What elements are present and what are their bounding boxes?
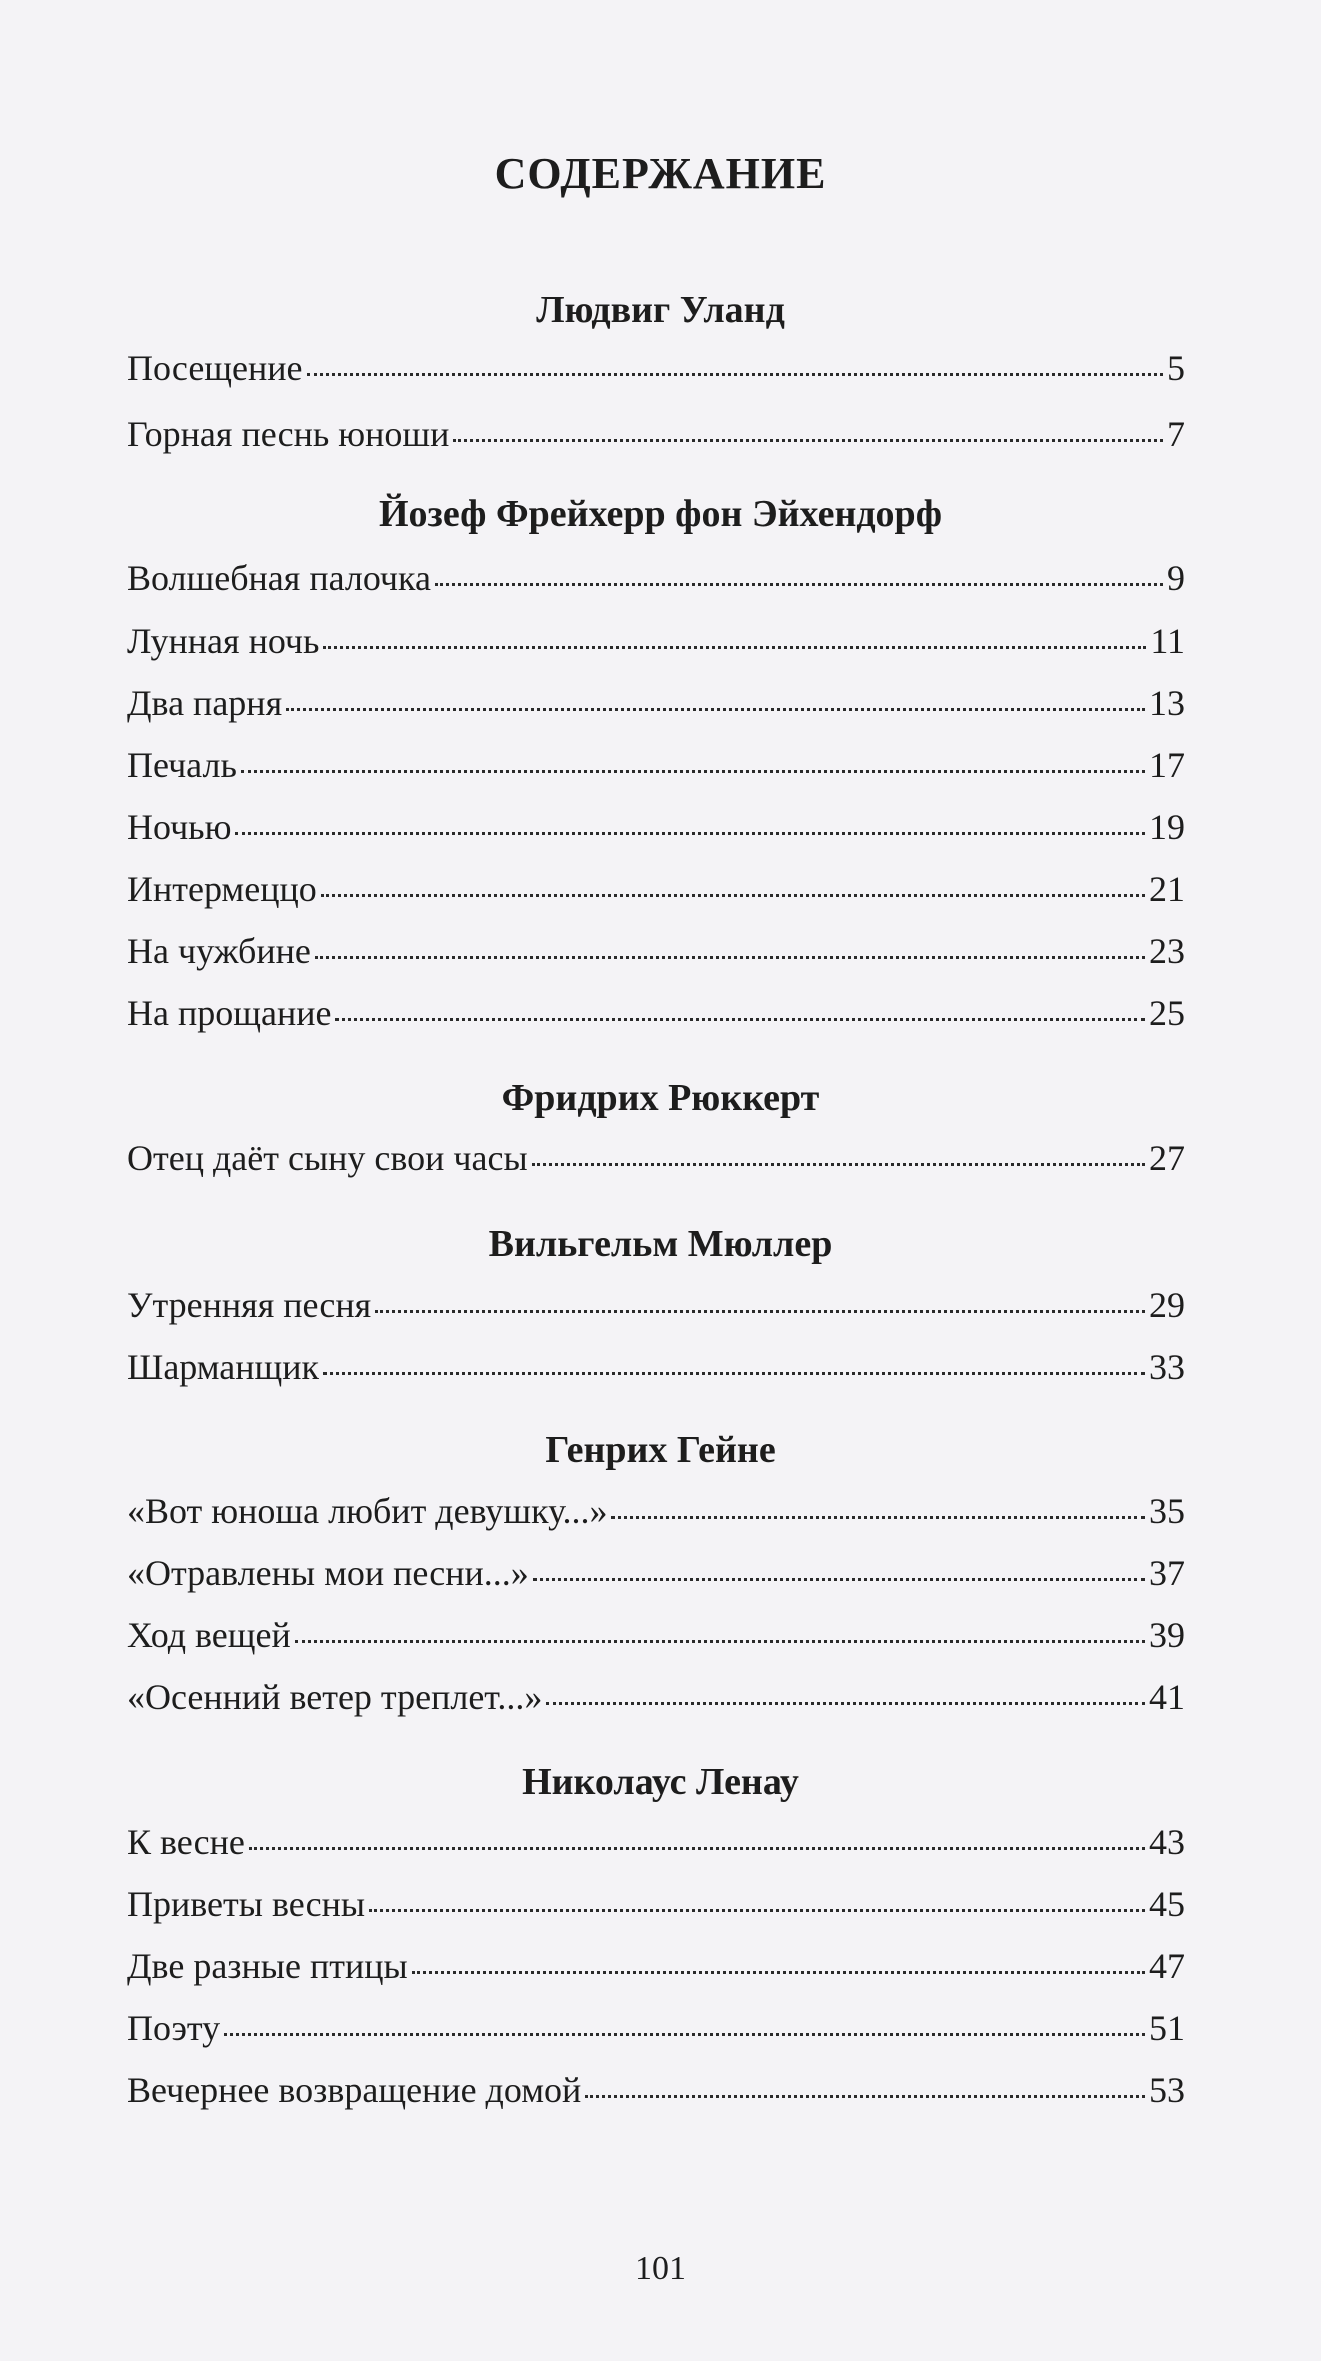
toc-entry	[127, 743, 1185, 787]
toc-entry	[127, 1613, 1185, 1657]
entry-title: К весне	[127, 1822, 245, 1862]
toc-entry	[127, 1283, 1185, 1327]
entry-page: 33	[1149, 1347, 1185, 1387]
entry-page: 19	[1149, 807, 1185, 847]
toc-entry	[127, 346, 1185, 390]
entry-page: 23	[1149, 931, 1185, 971]
dot-leader	[321, 894, 1145, 897]
entry-title: Шарманщик	[127, 1347, 320, 1387]
dot-leader	[435, 583, 1163, 586]
entry-title: Ход вещей	[127, 1615, 291, 1655]
toc-entry	[127, 867, 1185, 911]
entry-page: 37	[1149, 1553, 1185, 1593]
dot-leader	[533, 1578, 1145, 1581]
entry-title: На прощание	[127, 993, 332, 1033]
entry-title: Лунная ночь	[127, 621, 320, 661]
toc-entry	[127, 1820, 1185, 1864]
entry-title: Две разные птицы	[127, 1946, 408, 1986]
dot-leader	[286, 708, 1145, 711]
toc-entry	[127, 929, 1185, 973]
dot-leader	[323, 646, 1146, 649]
dot-leader	[369, 1909, 1145, 1912]
entry-title: Поэту	[127, 2008, 221, 2048]
toc-entry	[127, 2068, 1185, 2112]
dot-leader	[532, 1163, 1145, 1166]
entry-title: Ночью	[127, 807, 232, 847]
author-heading: Вильгельм Мюллер	[488, 1223, 833, 1265]
entry-page: 25	[1149, 993, 1185, 1033]
entry-page: 7	[1167, 414, 1185, 454]
dot-leader	[249, 1847, 1145, 1850]
entry-page: 39	[1149, 1615, 1185, 1655]
entry-page: 41	[1149, 1677, 1185, 1717]
entry-page: 27	[1149, 1138, 1185, 1178]
author-heading: Николаус Ленау	[522, 1761, 799, 1803]
entry-title: Утренняя песня	[127, 1285, 372, 1325]
entry-page: 5	[1167, 348, 1185, 388]
entry-title: Вечернее возвращение домой	[127, 2070, 582, 2110]
entry-page: 35	[1149, 1491, 1185, 1531]
dot-leader	[335, 1018, 1145, 1021]
toc-entry	[127, 1489, 1185, 1533]
dot-leader	[295, 1640, 1145, 1643]
page-title: СОДЕРЖАНИЕ	[494, 149, 827, 198]
dot-leader	[241, 770, 1145, 773]
entry-page: 45	[1149, 1884, 1185, 1924]
dot-leader	[224, 2033, 1145, 2036]
entry-page: 53	[1149, 2070, 1185, 2110]
toc-entry	[127, 1136, 1185, 1180]
entry-title: Печаль	[127, 745, 237, 785]
toc-entry	[127, 681, 1185, 725]
author-heading: Генрих Гейне	[545, 1429, 776, 1471]
dot-leader	[585, 2095, 1145, 2098]
toc-entry	[127, 1345, 1185, 1389]
entry-title: Приветы весны	[127, 1884, 366, 1924]
dot-leader	[307, 373, 1164, 376]
entry-title: Два парня	[127, 683, 283, 723]
toc-entry	[127, 991, 1185, 1035]
toc-entry	[127, 412, 1185, 456]
entry-page: 51	[1149, 2008, 1185, 2048]
dot-leader	[315, 956, 1145, 959]
entry-page: 47	[1149, 1946, 1185, 1986]
entry-title: Отец даёт сыну свои часы	[127, 1138, 528, 1178]
entry-page: 9	[1167, 558, 1185, 598]
dot-leader	[546, 1702, 1145, 1705]
dot-leader	[375, 1310, 1145, 1313]
toc-entry	[127, 1944, 1185, 1988]
toc-entry	[127, 1675, 1185, 1719]
toc-entry	[127, 2006, 1185, 2050]
dot-leader	[611, 1516, 1145, 1519]
toc-entry	[127, 1882, 1185, 1926]
entry-title: «Осенний ветер треплет...»	[127, 1677, 543, 1717]
entry-title: «Вот юноша любит девушку...»	[127, 1491, 608, 1531]
entry-title: Посещение	[127, 348, 303, 388]
toc-entry	[127, 619, 1185, 663]
entry-page: 17	[1149, 745, 1185, 785]
page-number: 101	[635, 2250, 686, 2287]
dot-leader	[235, 832, 1145, 835]
author-heading: Людвиг Уланд	[536, 289, 785, 331]
entry-title: Интермеццо	[127, 869, 317, 909]
entry-page: 21	[1149, 869, 1185, 909]
entry-title: На чужбине	[127, 931, 311, 971]
entry-page: 11	[1150, 621, 1185, 661]
entry-title: Горная песнь юноши	[127, 414, 450, 454]
dot-leader	[412, 1971, 1145, 1974]
toc-entry	[127, 805, 1185, 849]
author-heading: Йозеф Фрейхерр фон Эйхендорф	[379, 493, 942, 535]
toc-entry	[127, 556, 1185, 600]
entry-page: 29	[1149, 1285, 1185, 1325]
author-heading: Фридрих Рюккерт	[501, 1077, 820, 1119]
toc-entry	[127, 1551, 1185, 1595]
dot-leader	[323, 1372, 1145, 1375]
entry-title: «Отравлены мои песни...»	[127, 1553, 529, 1593]
entry-page: 13	[1149, 683, 1185, 723]
entry-title: Волшебная палочка	[127, 558, 431, 598]
entry-page: 43	[1149, 1822, 1185, 1862]
dot-leader	[453, 439, 1163, 442]
